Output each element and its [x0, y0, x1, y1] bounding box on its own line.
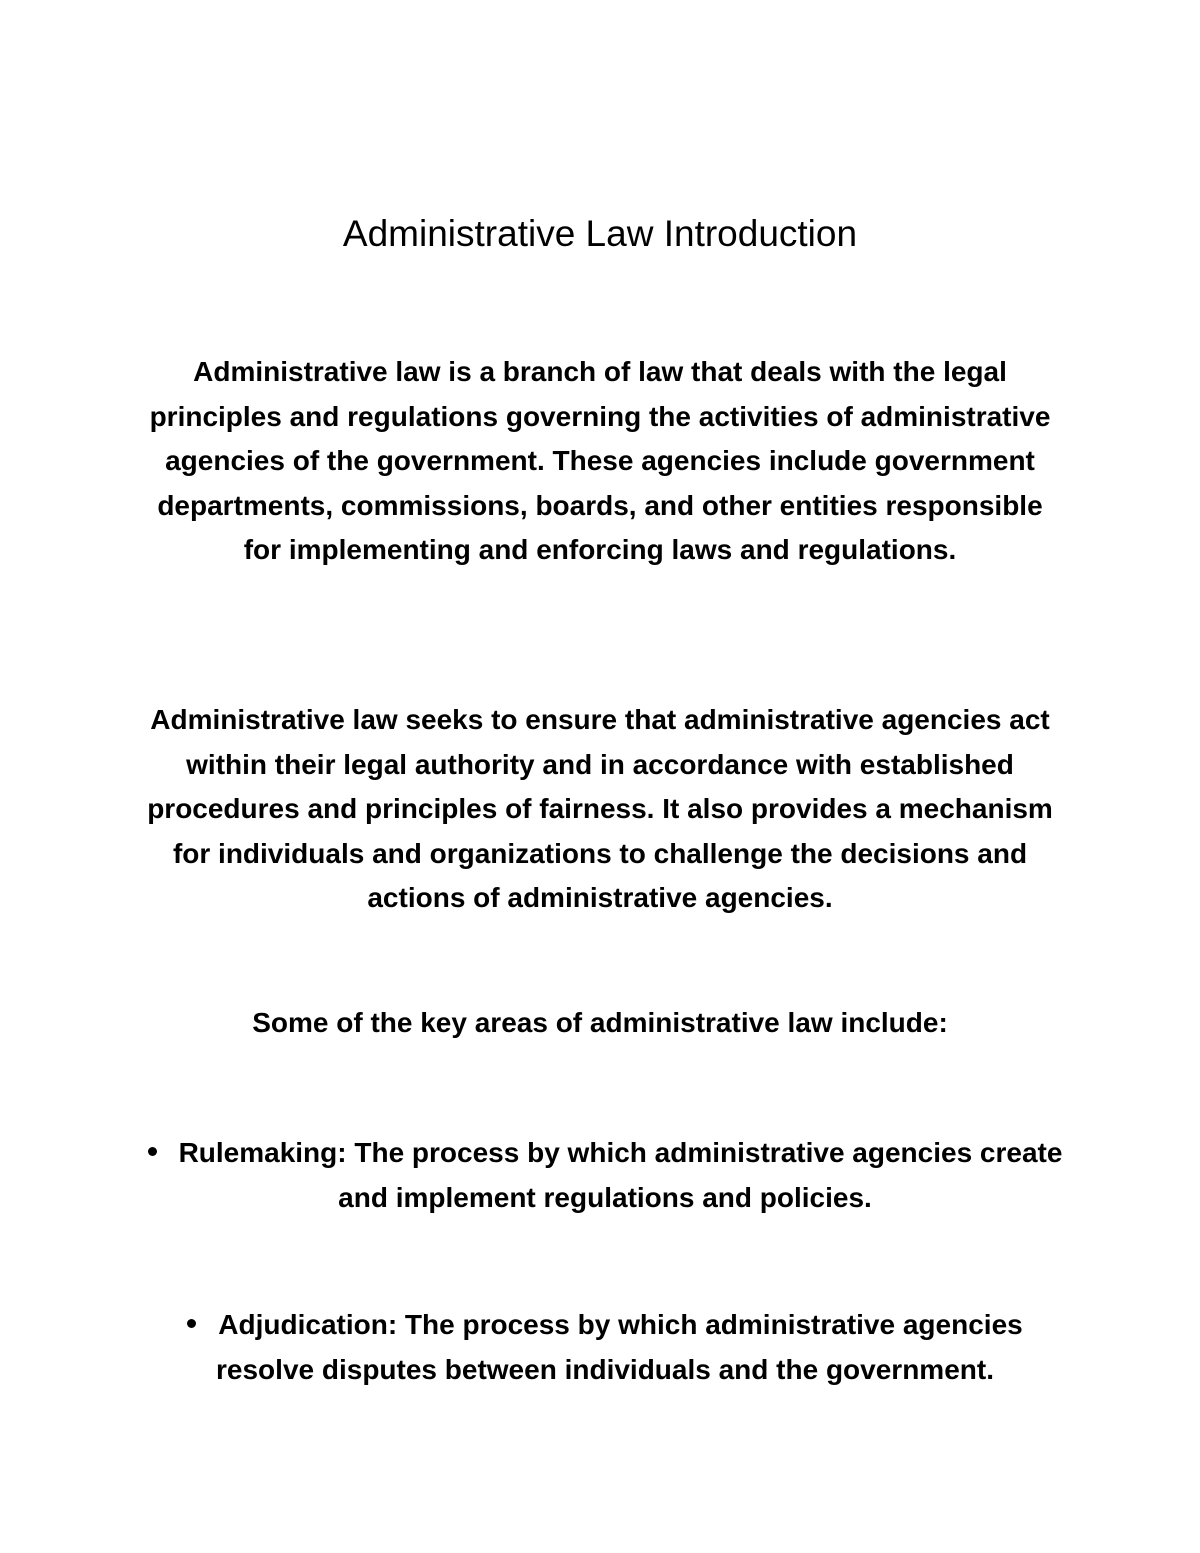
- bullet-icon: [148, 1147, 157, 1156]
- list-item-text: Rulemaking: The process by which administrative agencies create and implement regulations and policies.: [178, 1137, 1063, 1213]
- list-item: [140, 1303, 1070, 1392]
- bullet-icon: [187, 1319, 196, 1328]
- list-item: [140, 1131, 1070, 1220]
- list-item-text: Adjudication: The process by which administrative agencies resolve disputes between individuals and the government.: [216, 1309, 1023, 1385]
- document-title: Administrative Law Introduction: [342, 213, 858, 254]
- key-areas-heading: Some of the key areas of administrative law include:: [252, 1007, 948, 1038]
- intro-paragraph: Administrative law is a branch of law that deals with the legal principles and regulations governing the activities of administrative agencies of the government. These agencies include government departments, commissions, boards, and other entities responsible for implementing and enforcing laws and regulations.: [149, 356, 1051, 565]
- purpose-paragraph: Administrative law seeks to ensure that administrative agencies act within their legal authority and in accordance with established procedures and principles of fairness. It also provides a mechanism for individuals and organizations to challenge the decisions and actions of administrative agencies.: [147, 704, 1053, 913]
